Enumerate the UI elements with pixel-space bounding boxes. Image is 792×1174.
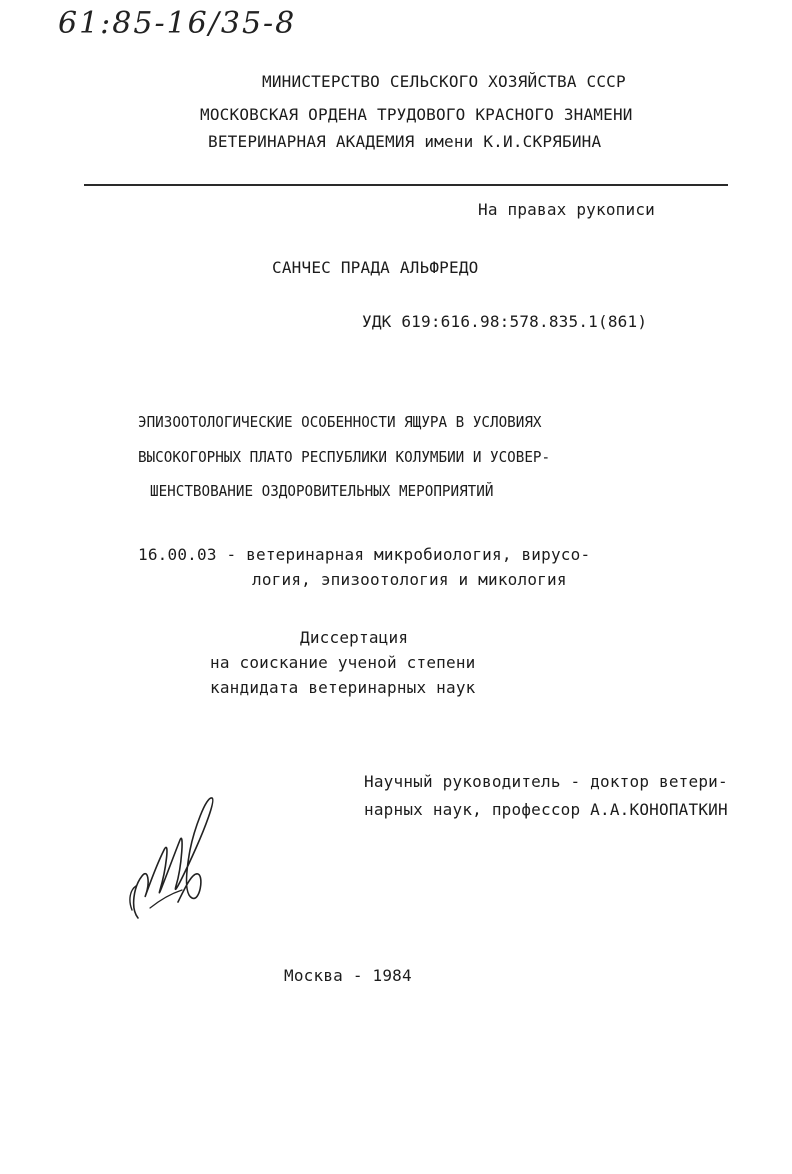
specialty-line2: логия, эпизоотология и микология [252,570,567,589]
degree-line2: на соискание ученой степени [210,653,476,672]
udc-code: УДК 619:616.98:578.835.1(861) [362,312,648,331]
supervisor-line1: Научный руководитель - доктор ветери- [364,772,728,791]
header-academy-line1: МОСКОВСКАЯ ОРДЕНА ТРУДОВОГО КРАСНОГО ЗНАМЕНИ [200,105,633,124]
handwritten-signature [120,790,230,930]
title-line1: ЭПИЗООТОЛОГИЧЕСКИЕ ОСОБЕННОСТИ ЯЩУРА В УСЛОВИЯХ [138,413,542,431]
specialty-line1: 16.00.03 - ветеринарная микробиология, вирусо- [138,545,591,564]
header-academy-line2: ВЕТЕРИНАРНАЯ АКАДЕМИЯ имени К.И.СКРЯБИНА [208,132,602,151]
header-divider [84,184,728,186]
title-line2: ВЫСОКОГОРНЫХ ПЛАТО РЕСПУБЛИКИ КОЛУМБИИ И УСОВЕР- [138,448,551,466]
degree-line1: Диссертация [300,628,409,647]
place-and-year: Москва - 1984 [284,966,412,985]
rights-note: На правах рукописи [478,200,655,219]
author-name: САНЧЕС ПРАДА АЛЬФРЕДО [272,258,479,277]
title-line3: ШЕНСТВОВАНИЕ ОЗДОРОВИТЕЛЬНЫХ МЕРОПРИЯТИЙ [150,482,494,500]
header-ministry: МИНИСТЕРСТВО СЕЛЬСКОГО ХОЗЯЙСТВА СССР [262,72,626,91]
supervisor-line2: нарных наук, профессор А.А.КОНОПАТКИН [364,800,728,819]
archive-mark: 61:85-16/35-8 [58,6,297,41]
degree-line3: кандидата ветеринарных наук [210,678,476,697]
